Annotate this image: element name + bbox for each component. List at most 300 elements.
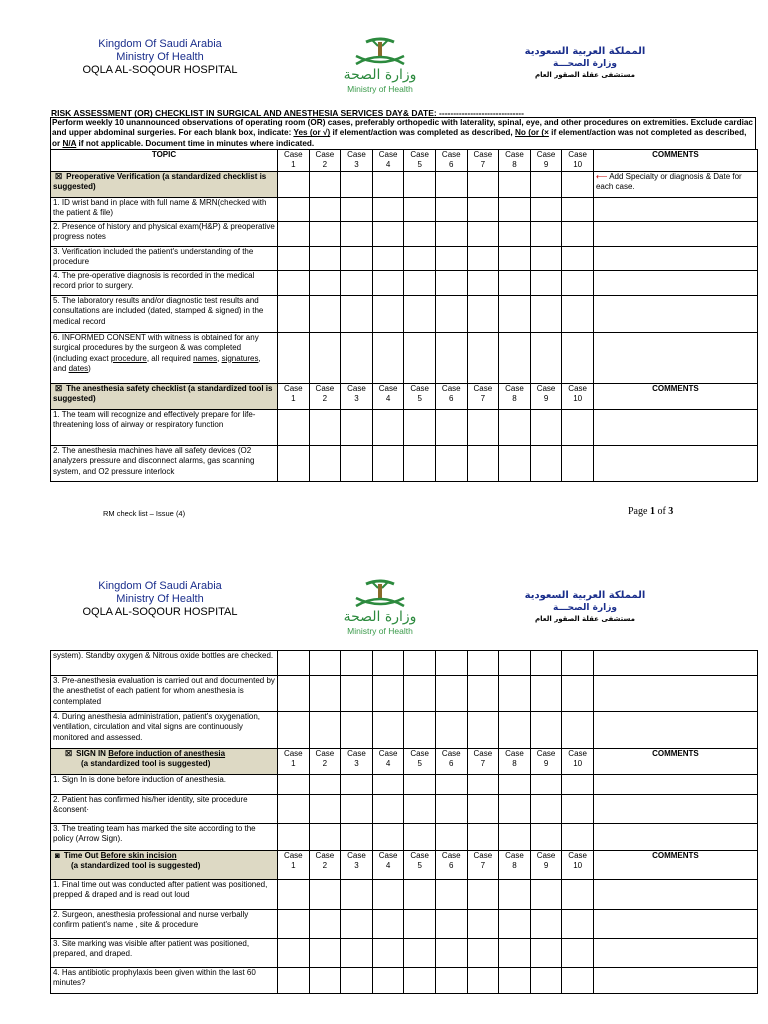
case-header: Case 3 bbox=[341, 749, 373, 775]
comment-cell[interactable] bbox=[593, 333, 757, 384]
check-cell[interactable] bbox=[467, 296, 499, 333]
check-cell[interactable] bbox=[467, 247, 499, 271]
check-cell[interactable] bbox=[467, 775, 499, 795]
timeout-item-3: 3. Site marking was visible after patient was positioned, prepared, and draped. bbox=[51, 939, 278, 968]
check-cell[interactable] bbox=[372, 968, 404, 994]
check-cell[interactable] bbox=[341, 910, 373, 939]
check-cell[interactable] bbox=[309, 968, 341, 994]
check-cell[interactable] bbox=[499, 222, 531, 247]
comment-cell[interactable] bbox=[593, 296, 757, 333]
document-title-date: DAY& DATE: ------------------------------ bbox=[383, 108, 524, 118]
check-cell[interactable] bbox=[562, 910, 594, 939]
check-cell[interactable] bbox=[435, 172, 467, 198]
timeout-item-2: 2. Surgeon, anesthesia professional and nurse verbally confirm patient's name , site & procedure bbox=[51, 910, 278, 939]
preop-section-title bbox=[51, 172, 278, 198]
header-ministry: Ministry Of Health bbox=[116, 592, 204, 605]
table-row bbox=[51, 939, 758, 968]
comment-cell[interactable] bbox=[593, 712, 757, 749]
check-cell[interactable] bbox=[404, 271, 436, 296]
header-arabic-country: المملكة العربية السعودية bbox=[524, 46, 646, 57]
comment-cell[interactable] bbox=[593, 880, 757, 910]
check-cell[interactable] bbox=[467, 795, 499, 824]
check-cell[interactable] bbox=[435, 333, 467, 384]
instructions-text-4: if not applicable. Document time in minutes where indicated. bbox=[76, 138, 315, 148]
check-cell[interactable] bbox=[341, 410, 373, 446]
check-cell[interactable] bbox=[530, 333, 562, 384]
check-cell[interactable] bbox=[530, 247, 562, 271]
check-cell[interactable] bbox=[467, 271, 499, 296]
anesthesia-item-2: 2. The anesthesia machines have all safety devices (O2 analyzers pressure and disconnect alarms, gas scanning system, and O2 pressure interlock bbox=[51, 446, 278, 482]
case-header: Case 2 bbox=[309, 384, 341, 410]
case-header: Case 3 bbox=[341, 851, 373, 880]
check-cell[interactable] bbox=[530, 712, 562, 749]
check-cell[interactable] bbox=[372, 910, 404, 939]
check-cell[interactable] bbox=[341, 247, 373, 271]
check-cell[interactable] bbox=[562, 880, 594, 910]
case-header: Case 7 bbox=[467, 384, 499, 410]
case-header: Case 1 bbox=[278, 749, 310, 775]
check-cell[interactable] bbox=[435, 198, 467, 222]
check-cell[interactable] bbox=[372, 333, 404, 384]
check-cell[interactable] bbox=[499, 968, 531, 994]
check-cell[interactable] bbox=[404, 775, 436, 795]
check-cell[interactable] bbox=[499, 247, 531, 271]
table-row bbox=[51, 775, 758, 795]
check-cell[interactable] bbox=[309, 271, 341, 296]
check-cell[interactable] bbox=[530, 824, 562, 851]
check-cell[interactable] bbox=[372, 795, 404, 824]
check-cell[interactable] bbox=[341, 676, 373, 712]
check-cell[interactable] bbox=[404, 939, 436, 968]
check-cell[interactable] bbox=[309, 172, 341, 198]
check-cell[interactable] bbox=[278, 222, 310, 247]
check-cell[interactable] bbox=[435, 968, 467, 994]
check-cell[interactable] bbox=[341, 333, 373, 384]
anesthesia-section-title bbox=[51, 384, 278, 410]
check-cell[interactable] bbox=[372, 939, 404, 968]
comment-cell[interactable] bbox=[593, 968, 757, 994]
check-cell[interactable] bbox=[309, 296, 341, 333]
table-row bbox=[51, 410, 758, 446]
check-cell[interactable] bbox=[372, 198, 404, 222]
table-row bbox=[51, 247, 758, 271]
check-cell[interactable] bbox=[372, 651, 404, 676]
comments-header: COMMENTS bbox=[593, 384, 757, 410]
check-cell[interactable] bbox=[435, 410, 467, 446]
check-cell[interactable] bbox=[499, 712, 531, 749]
check-cell[interactable] bbox=[499, 446, 531, 482]
check-cell[interactable] bbox=[278, 939, 310, 968]
check-cell[interactable] bbox=[530, 775, 562, 795]
check-cell[interactable] bbox=[309, 222, 341, 247]
check-cell[interactable] bbox=[530, 198, 562, 222]
page-2 bbox=[0, 540, 768, 1024]
comment-cell[interactable] bbox=[593, 651, 757, 676]
check-cell[interactable] bbox=[435, 296, 467, 333]
check-cell[interactable] bbox=[562, 247, 594, 271]
signin-section-row bbox=[51, 749, 758, 775]
check-cell[interactable] bbox=[309, 333, 341, 384]
topic-header: TOPIC bbox=[51, 150, 278, 172]
check-cell[interactable] bbox=[435, 247, 467, 271]
check-cell[interactable] bbox=[435, 676, 467, 712]
comment-cell[interactable] bbox=[593, 775, 757, 795]
case-header: Case 4 bbox=[372, 384, 404, 410]
anesthesia-item-2-cont: system). Standby oxygen & Nitrous oxide bottles are checked. bbox=[51, 651, 278, 676]
check-cell[interactable] bbox=[372, 712, 404, 749]
case-header: Case 7 bbox=[467, 749, 499, 775]
check-cell[interactable] bbox=[278, 910, 310, 939]
check-cell[interactable] bbox=[467, 880, 499, 910]
check-cell[interactable] bbox=[499, 333, 531, 384]
check-cell[interactable] bbox=[562, 795, 594, 824]
check-cell[interactable] bbox=[530, 910, 562, 939]
check-cell[interactable] bbox=[562, 296, 594, 333]
comment-cell[interactable] bbox=[593, 271, 757, 296]
table-row bbox=[51, 880, 758, 910]
footer-issue: RM check list – Issue (4) bbox=[103, 509, 186, 518]
check-cell[interactable] bbox=[562, 775, 594, 795]
preop-item-1: 1. ID wrist band in place with full name & MRN(checked with the patient & file) bbox=[51, 198, 278, 222]
check-cell[interactable] bbox=[341, 712, 373, 749]
check-cell[interactable] bbox=[467, 939, 499, 968]
check-cell[interactable] bbox=[435, 880, 467, 910]
check-cell[interactable] bbox=[467, 222, 499, 247]
check-cell[interactable] bbox=[530, 968, 562, 994]
check-cell[interactable] bbox=[278, 172, 310, 198]
logo-english-text: Ministry of Health bbox=[347, 84, 413, 94]
check-cell[interactable] bbox=[562, 446, 594, 482]
check-cell[interactable] bbox=[404, 410, 436, 446]
header-arabic bbox=[500, 46, 670, 81]
header-arabic bbox=[500, 590, 670, 625]
case-header: Case 7 bbox=[467, 150, 499, 172]
check-cell[interactable] bbox=[404, 296, 436, 333]
comment-cell[interactable] bbox=[593, 795, 757, 824]
check-cell[interactable] bbox=[499, 410, 531, 446]
check-cell[interactable] bbox=[562, 824, 594, 851]
header-country: Kingdom Of Saudi Arabia bbox=[98, 38, 222, 50]
check-cell[interactable] bbox=[372, 824, 404, 851]
signin-item-1: 1. Sign In is done before induction of anesthesia. bbox=[51, 775, 278, 795]
case-header: Case 8 bbox=[499, 851, 531, 880]
check-cell[interactable] bbox=[372, 222, 404, 247]
signin-item-3: 3. The treating team has marked the site according to the policy (Arrow Sign). bbox=[51, 824, 278, 851]
comment-cell[interactable] bbox=[593, 247, 757, 271]
preop-comment-note bbox=[593, 172, 757, 198]
check-cell[interactable] bbox=[530, 222, 562, 247]
check-cell[interactable] bbox=[372, 880, 404, 910]
check-cell[interactable] bbox=[309, 775, 341, 795]
check-cell[interactable] bbox=[278, 247, 310, 271]
check-cell[interactable] bbox=[372, 247, 404, 271]
case-header: Case 6 bbox=[435, 749, 467, 775]
check-cell[interactable] bbox=[530, 410, 562, 446]
check-cell[interactable] bbox=[372, 271, 404, 296]
check-cell[interactable] bbox=[309, 880, 341, 910]
check-cell[interactable] bbox=[435, 775, 467, 795]
check-cell[interactable] bbox=[309, 247, 341, 271]
check-cell[interactable] bbox=[341, 968, 373, 994]
case-header: Case 1 bbox=[278, 150, 310, 172]
check-cell[interactable] bbox=[499, 795, 531, 824]
check-cell[interactable] bbox=[562, 712, 594, 749]
case-header: Case 4 bbox=[372, 749, 404, 775]
check-cell[interactable] bbox=[404, 824, 436, 851]
check-cell[interactable] bbox=[562, 410, 594, 446]
check-cell[interactable] bbox=[278, 676, 310, 712]
instructions-no: No (or (× bbox=[515, 128, 549, 138]
comment-cell[interactable] bbox=[593, 939, 757, 968]
arrow-left-icon: ⟵ bbox=[595, 172, 608, 181]
case-header: Case 2 bbox=[309, 749, 341, 775]
check-cell[interactable] bbox=[309, 910, 341, 939]
anesthesia-item-1: 1. The team will recognize and effectively prepare for life-threatening loss of airway or respiratory function bbox=[51, 410, 278, 446]
moh-logo bbox=[322, 36, 438, 98]
table-row bbox=[51, 446, 758, 482]
check-cell[interactable] bbox=[499, 172, 531, 198]
check-cell[interactable] bbox=[499, 676, 531, 712]
check-cell[interactable] bbox=[278, 446, 310, 482]
case-header: Case 6 bbox=[435, 150, 467, 172]
case-header: Case 9 bbox=[530, 384, 562, 410]
case-header: Case 2 bbox=[309, 851, 341, 880]
signin-section-title: ☒ SIGN IN Before induction of anesthesia (a standardized tool is suggested) bbox=[51, 749, 278, 775]
check-cell[interactable] bbox=[467, 410, 499, 446]
case-header: Case 4 bbox=[372, 150, 404, 172]
moh-logo bbox=[322, 578, 438, 640]
preop-item-5: 5. The laboratory results and/or diagnostic test results and consultations are included (dated, stamped & signed) in the medical record bbox=[51, 296, 278, 333]
check-cell[interactable] bbox=[404, 968, 436, 994]
instructions-text-1: Perform weekly 10 unannounced observations of operating room (OR) cases, preferably orthopedic with laterality, spinal, eye, and other procedures on extremities. Exclude cardiac and upper abdominal surgeries. For each blank box, indicate: bbox=[52, 118, 753, 138]
check-cell[interactable] bbox=[499, 296, 531, 333]
check-cell[interactable] bbox=[278, 333, 310, 384]
check-cell[interactable] bbox=[341, 446, 373, 482]
check-cell[interactable] bbox=[435, 824, 467, 851]
header-arabic-ministry: وزارة الصحـــة bbox=[553, 59, 617, 69]
check-cell[interactable] bbox=[309, 795, 341, 824]
check-cell[interactable] bbox=[372, 410, 404, 446]
check-cell[interactable] bbox=[499, 824, 531, 851]
check-cell[interactable] bbox=[309, 824, 341, 851]
check-cell[interactable] bbox=[309, 676, 341, 712]
check-cell[interactable] bbox=[278, 410, 310, 446]
check-cell[interactable] bbox=[309, 712, 341, 749]
check-cell[interactable] bbox=[278, 880, 310, 910]
check-cell[interactable] bbox=[341, 775, 373, 795]
check-cell[interactable] bbox=[499, 651, 531, 676]
table-row bbox=[51, 824, 758, 851]
document-title-main: RISK ASSESSMENT (OR) CHECKLIST IN SURGICAL AND ANESTHESIA SERVICES bbox=[51, 108, 384, 118]
anesthesia-item-3: 3. Pre-anesthesia evaluation is carried out and documented by the anesthetist of each patient for whom anesthesia is contemplated bbox=[51, 676, 278, 712]
check-cell[interactable] bbox=[467, 824, 499, 851]
check-cell[interactable] bbox=[278, 651, 310, 676]
check-cell[interactable] bbox=[562, 676, 594, 712]
check-cell[interactable] bbox=[530, 939, 562, 968]
checkbox-icon: ☒ bbox=[65, 749, 73, 758]
check-cell[interactable] bbox=[278, 824, 310, 851]
check-cell[interactable] bbox=[372, 172, 404, 198]
header-arabic-hospital: مستشفى عقلة الصقور العام bbox=[535, 615, 635, 623]
check-cell[interactable] bbox=[467, 651, 499, 676]
anesthesia-section-row bbox=[51, 384, 758, 410]
case-header: Case 1 bbox=[278, 851, 310, 880]
check-cell[interactable] bbox=[530, 172, 562, 198]
timeout-item-1: 1. Final time out was conducted after patient was positioned, prepped & draped and is read out loud bbox=[51, 880, 278, 910]
check-cell[interactable] bbox=[435, 939, 467, 968]
check-cell[interactable] bbox=[530, 676, 562, 712]
check-cell[interactable] bbox=[341, 824, 373, 851]
check-cell[interactable] bbox=[278, 271, 310, 296]
case-header: Case 10 bbox=[562, 851, 594, 880]
table-row bbox=[51, 795, 758, 824]
check-cell[interactable] bbox=[404, 880, 436, 910]
check-cell[interactable] bbox=[499, 939, 531, 968]
check-cell[interactable] bbox=[341, 880, 373, 910]
check-cell[interactable] bbox=[404, 247, 436, 271]
check-cell[interactable] bbox=[467, 968, 499, 994]
timeout-item-4: 4. Has antibiotic prophylaxis been given within the last 60 minutes? bbox=[51, 968, 278, 994]
header-english bbox=[60, 38, 260, 77]
check-cell[interactable] bbox=[309, 939, 341, 968]
checklist-table-page-1 bbox=[50, 149, 758, 482]
check-cell[interactable] bbox=[309, 410, 341, 446]
check-cell[interactable] bbox=[341, 271, 373, 296]
check-cell[interactable] bbox=[562, 172, 594, 198]
check-cell[interactable] bbox=[467, 172, 499, 198]
table-row bbox=[51, 271, 758, 296]
check-cell[interactable] bbox=[404, 795, 436, 824]
check-cell[interactable] bbox=[467, 676, 499, 712]
comment-cell[interactable] bbox=[593, 222, 757, 247]
check-cell[interactable] bbox=[341, 795, 373, 824]
timeout-section-title: ◙ Time Out Before skin incision (a standardized tool is suggested) bbox=[51, 851, 278, 880]
table-row bbox=[51, 198, 758, 222]
comment-cell[interactable] bbox=[593, 824, 757, 851]
check-cell[interactable] bbox=[435, 795, 467, 824]
table-row bbox=[51, 712, 758, 749]
check-cell[interactable] bbox=[530, 271, 562, 296]
comments-header: COMMENTS bbox=[593, 749, 757, 775]
comment-cell[interactable] bbox=[593, 910, 757, 939]
check-cell[interactable] bbox=[404, 910, 436, 939]
check-cell[interactable] bbox=[467, 333, 499, 384]
check-cell[interactable] bbox=[467, 446, 499, 482]
header-country: Kingdom Of Saudi Arabia bbox=[98, 580, 222, 592]
header-arabic-hospital: مستشفى عقلة الصقور العام bbox=[535, 71, 635, 79]
comment-cell[interactable] bbox=[593, 676, 757, 712]
check-cell[interactable] bbox=[278, 296, 310, 333]
check-cell[interactable] bbox=[404, 198, 436, 222]
logo-english-text: Ministry of Health bbox=[347, 626, 413, 636]
check-cell[interactable] bbox=[530, 446, 562, 482]
check-cell[interactable] bbox=[435, 446, 467, 482]
header-ministry: Ministry Of Health bbox=[116, 50, 204, 63]
check-cell[interactable] bbox=[372, 676, 404, 712]
check-cell[interactable] bbox=[278, 968, 310, 994]
check-cell[interactable] bbox=[404, 712, 436, 749]
check-cell[interactable] bbox=[499, 775, 531, 795]
check-cell[interactable] bbox=[562, 939, 594, 968]
footer-page-number: Page 1 of 3 bbox=[628, 506, 674, 517]
case-header: Case 6 bbox=[435, 851, 467, 880]
check-cell[interactable] bbox=[435, 712, 467, 749]
comment-cell[interactable] bbox=[593, 198, 757, 222]
table-row bbox=[51, 910, 758, 939]
check-cell[interactable] bbox=[530, 651, 562, 676]
check-cell[interactable] bbox=[404, 333, 436, 384]
case-header: Case 9 bbox=[530, 851, 562, 880]
case-header: Case 6 bbox=[435, 384, 467, 410]
check-cell[interactable] bbox=[562, 198, 594, 222]
check-cell[interactable] bbox=[435, 271, 467, 296]
check-cell[interactable] bbox=[467, 910, 499, 939]
check-cell[interactable] bbox=[467, 198, 499, 222]
comments-header: COMMENTS bbox=[593, 150, 757, 172]
check-cell[interactable] bbox=[562, 222, 594, 247]
check-cell[interactable] bbox=[562, 968, 594, 994]
check-cell[interactable] bbox=[341, 222, 373, 247]
check-cell[interactable] bbox=[404, 676, 436, 712]
check-cell[interactable] bbox=[435, 222, 467, 247]
table-row bbox=[51, 968, 758, 994]
check-cell[interactable] bbox=[341, 939, 373, 968]
preop-item-3: 3. Verification included the patient's understanding of the procedure bbox=[51, 247, 278, 271]
check-cell[interactable] bbox=[341, 198, 373, 222]
check-cell[interactable] bbox=[372, 296, 404, 333]
comment-cell[interactable] bbox=[593, 410, 757, 446]
check-cell[interactable] bbox=[372, 446, 404, 482]
check-cell[interactable] bbox=[499, 271, 531, 296]
check-cell[interactable] bbox=[278, 198, 310, 222]
check-cell[interactable] bbox=[467, 712, 499, 749]
check-cell[interactable] bbox=[404, 651, 436, 676]
check-cell[interactable] bbox=[341, 651, 373, 676]
check-cell[interactable] bbox=[499, 198, 531, 222]
check-cell[interactable] bbox=[499, 880, 531, 910]
preop-item-4: 4. The pre-operative diagnosis is recorded in the medical record prior to surgery. bbox=[51, 271, 278, 296]
table-row bbox=[51, 651, 758, 676]
check-cell[interactable] bbox=[530, 795, 562, 824]
check-cell[interactable] bbox=[278, 712, 310, 749]
check-cell[interactable] bbox=[404, 222, 436, 247]
check-cell[interactable] bbox=[372, 775, 404, 795]
check-cell[interactable] bbox=[562, 651, 594, 676]
check-cell[interactable] bbox=[309, 446, 341, 482]
check-cell[interactable] bbox=[278, 775, 310, 795]
check-cell[interactable] bbox=[435, 651, 467, 676]
check-cell[interactable] bbox=[530, 880, 562, 910]
check-cell[interactable] bbox=[404, 446, 436, 482]
check-cell[interactable] bbox=[499, 910, 531, 939]
comment-cell[interactable] bbox=[593, 446, 757, 482]
check-cell[interactable] bbox=[309, 651, 341, 676]
check-cell[interactable] bbox=[562, 333, 594, 384]
case-header: Case 9 bbox=[530, 150, 562, 172]
check-cell[interactable] bbox=[530, 296, 562, 333]
check-cell[interactable] bbox=[341, 296, 373, 333]
table-row bbox=[51, 333, 758, 384]
check-cell[interactable] bbox=[278, 795, 310, 824]
case-header: Case 4 bbox=[372, 851, 404, 880]
check-cell[interactable] bbox=[435, 910, 467, 939]
check-cell[interactable] bbox=[562, 271, 594, 296]
check-cell[interactable] bbox=[341, 172, 373, 198]
header-english bbox=[60, 580, 260, 619]
table-row bbox=[51, 676, 758, 712]
check-cell[interactable] bbox=[309, 198, 341, 222]
check-cell[interactable] bbox=[404, 172, 436, 198]
